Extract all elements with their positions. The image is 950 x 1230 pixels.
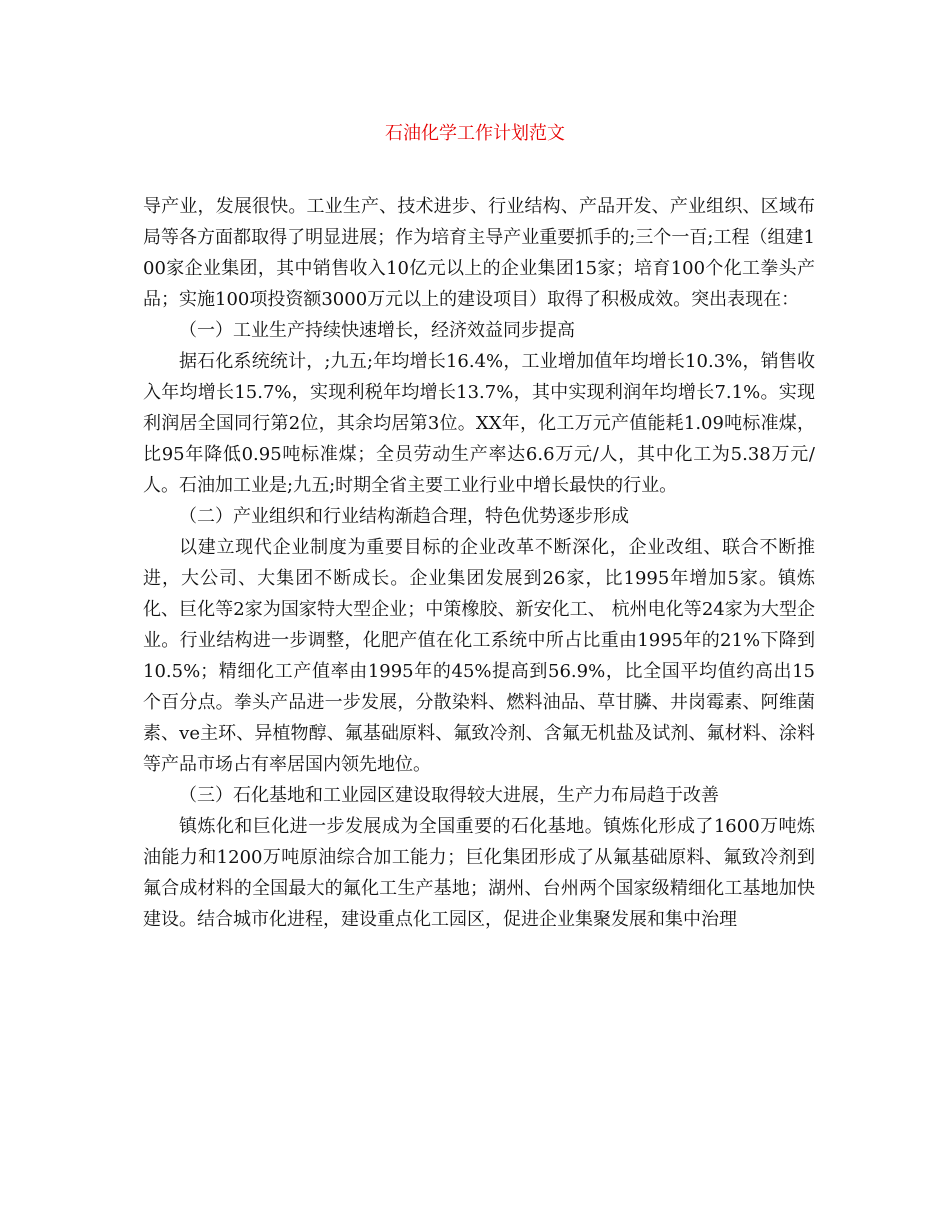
- section-heading-3: （三）石化基地和工业园区建设取得较大进展，生产力布局趋于改善: [179, 785, 719, 806]
- section-heading-2: （二）产业组织和行业结构渐趋合理，特色优势逐步形成: [179, 506, 629, 527]
- section-heading-1: （一）工业生产持续快速增长，经济效益同步提高: [179, 320, 575, 341]
- paragraph-intro: 导产业，发展很快。工业生产、技术进步、行业结构、产品开发、产业组织、区域布局等各方面都取得了明显进展；作为培育主导产业重要抓手的;三个一百;工程（组建100家企业集团，其中销售收入10亿元以上的企业集团15家；培育100个化工拳头产品；实施100项投资额3000万元以上的建设项目）取得了积极成效。突出表现在：: [143, 196, 815, 310]
- document-body: [143, 191, 815, 935]
- paragraph-section-1: 据石化系统统计，;九五;年均增长16.4%，工业增加值年均增长10.3%，销售收入年均增长15.7%，实现利税年均增长13.7%，其中实现利润年均增长7.1%。实现利润居全国同行第2位，其余均居第3位。XX年，化工万元产值能耗1.09吨标准煤，比95年降低0.95吨标准煤；全员劳动生产率达6.6万元/人，其中化工为5.38万元/人。石油加工业是;九五;时期全省主要工业行业中增长最快的行业。: [143, 351, 815, 496]
- paragraph-section-2: 以建立现代企业制度为重要目标的企业改革不断深化，企业改组、联合不断推进，大公司、大集团不断成长。企业集团发展到26家，比1995年增加5家。镇炼化、巨化等2家为国家特大型企业；中策橡胶、新安化工、 杭州电化等24家为大型企业。行业结构进一步调整，化肥产值在化工系统中所占比重由1995年的21%下降到10.5%；精细化工产值率由1995年的45%提高到56.9%，比全国平均值约高出15个百分点。拳头产品进一步发展，分散染料、燃料油品、草甘膦、井岗霉素、阿维菌素、ve主环、异植物醇、氟基础原料、氟致冷剂、含氟无机盐及试剂、氟材料、涂料等产品市场占有率居国内领先地位。: [143, 537, 815, 775]
- paragraph-section-3: 镇炼化和巨化进一步发展成为全国重要的石化基地。镇炼化形成了1600万吨炼油能力和1200万吨原油综合加工能力；巨化集团形成了从氟基础原料、氟致冷剂到氟合成材料的全国最大的氟化工生产基地；湖州、台州两个国家级精细化工基地加快建设。结合城市化进程，建设重点化工园区，促进企业集聚发展和集中治理: [143, 816, 815, 930]
- document-title: 石油化学工作计划范文: [385, 123, 565, 144]
